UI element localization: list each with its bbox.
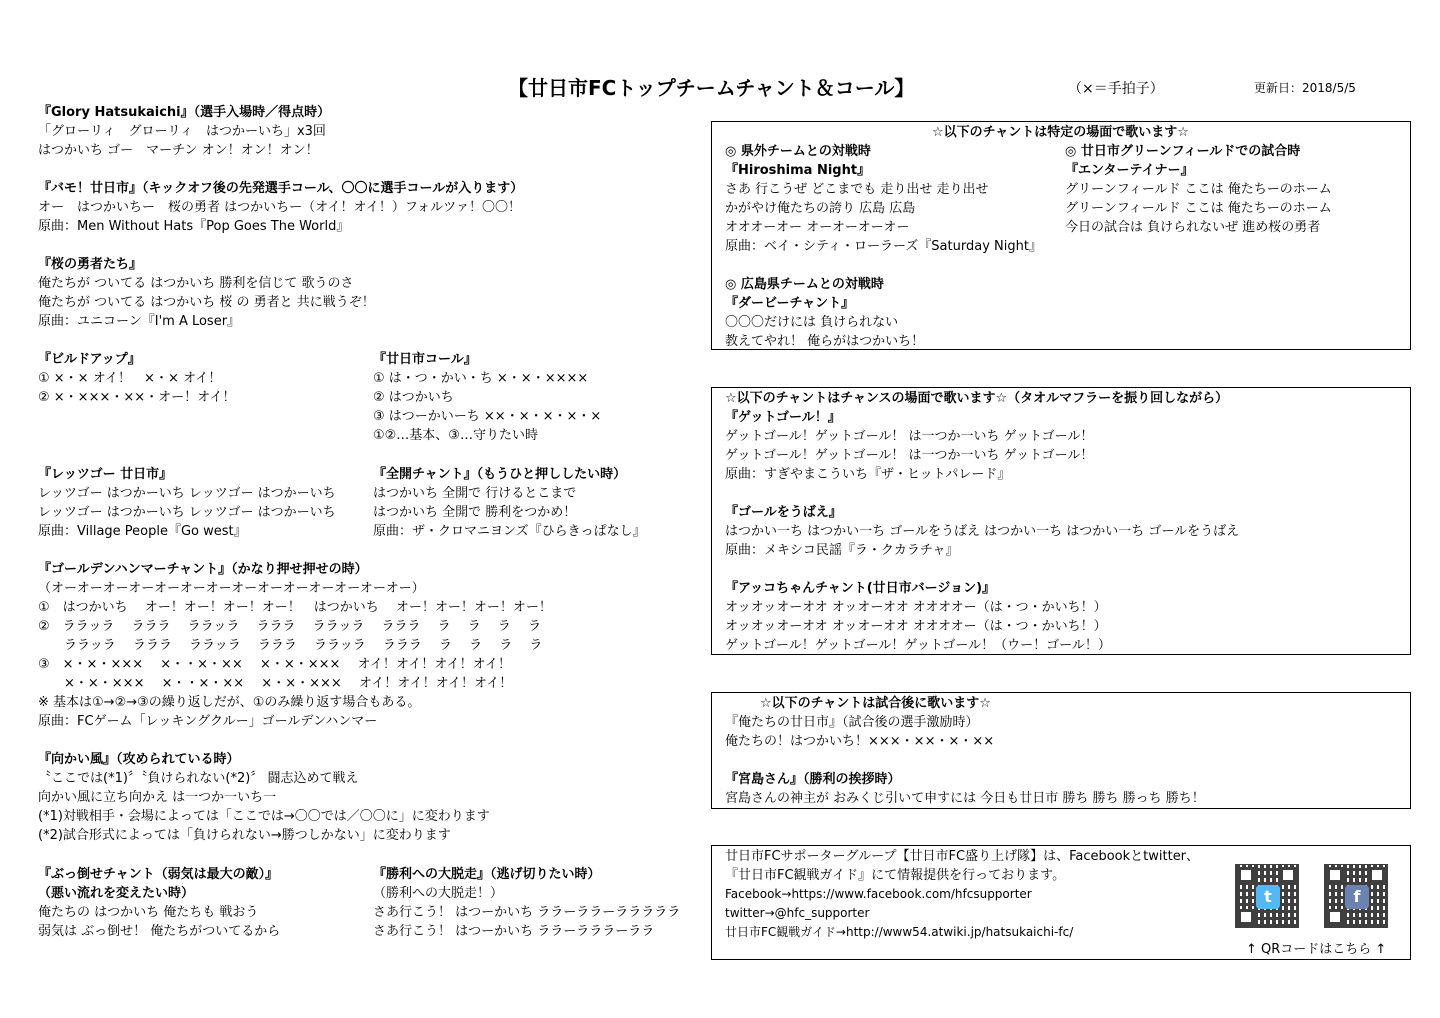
lyric-line: ② はつかいち [373,390,454,405]
chant-subtitle: （勝利への大脱走！） [373,886,504,901]
lyric-line: オッオッオーオオ オッオーオオ オオオオー（は・つ・かいち！） [725,619,1107,634]
box-header: ☆以下のチャントは試合後に歌います☆ [760,696,991,711]
lyric-line: 俺たちが ついてる はつかいち 桜 の 勇者と 共に戦うぞ！ [38,295,375,310]
chant-letsgo [38,465,336,541]
lyric-line: さあ 行こうぜ どこまでも 走り出せ 走り出せ [725,182,989,197]
chant-title: 『向かい風』（攻められている時） [38,752,240,767]
derby-section [725,275,924,351]
chant-golden-hammer [38,560,552,731]
info-line: 廿日市FCサポーターグループ【廿日市FC盛り上げ隊】は、Facebookとtwitter、 [725,849,1200,864]
info-line: 『廿日市FC観戦ガイド』にて情報提供を行っております。 [725,868,1066,883]
page-title: 【廿日市FCトップチームチャント＆コール】 [508,76,915,100]
chant-title: 『エンターテイナー』 [1065,163,1194,178]
lyric-line: 弱気は ぶっ倒せ！ 俺たちがついてるから [38,924,281,939]
facebook-qr-code[interactable] [1324,864,1388,928]
lyric-line: 俺たちが ついてる はつかいち 勝利を信じて 歌うのさ [38,276,354,291]
lyric-line: レッツゴー はつかーいち レッツゴー はつかーいち [38,486,336,501]
chant-title: 『宮島さん』（勝利の挨拶時） [725,772,901,787]
original-song: 原曲：ザ・クロマニヨンズ『ひらきっぱなし』 [373,524,646,539]
lyric-line: ゲットゴール！ゲットゴール！ゲットゴール！（ウー！ゴール！） [725,638,1111,653]
chant-title: 『ゲットゴール！』 [725,410,841,425]
lyric-line: はつかいち ゴー マーチン オン！オン！オン！ [38,143,319,158]
box-header: ☆以下のチャントはチャンスの場面で歌います☆（タオルマフラーを振り回しながら） [725,391,1229,406]
chant-daidassou [373,865,680,941]
lyric-line: はつかいち 全開で 行けるとこまで [373,486,577,501]
chant-glory [38,103,330,160]
twitter-qr-code[interactable] [1235,864,1299,928]
chant-title: 『ゴールデンハンマーチャント』（かなり押せ押せの時） [38,562,368,577]
section-title: ◎ 広島県チームとの対戦時 [725,277,884,292]
chance-scene-box [711,387,1411,655]
chant-buttaose [38,865,280,941]
supporter-info-text [725,847,1199,942]
chant-title: 『全開チャント』（もうひと押ししたい時） [373,467,627,482]
lyric-line: グリーンフィールド ここは 俺たちーのホーム [1065,182,1332,197]
lyric-line: 「グローリィ グローリィ はつかーいち」x3回 [38,124,326,139]
original-song: 原曲：すぎやまこういち『ザ・ヒットパレード』 [725,467,1011,482]
chant-title: 『バモ！廿日市』（キックオフ後の先発選手コール、〇〇に選手コールが入ります） [38,181,524,196]
chant-title: 『勝利への大脱走』（逃げ切りたい時） [373,867,601,882]
chant-mukaikaze [38,750,490,845]
chant-title: 『アッコちゃんチャント(廿日市バージョン)』 [725,581,996,596]
clap-legend: （×＝手拍子） [1068,81,1164,97]
away-match-section [725,142,1042,256]
note-line: ①②…基本、③…守りたい時 [373,428,538,443]
chance-content [725,389,1239,655]
lyric-line: ゲットゴール！ゲットゴール！ は一つか一いち ゲットゴール！ [725,448,1094,463]
lyric-line: ② ×・×××・××・オー！オイ！ [38,390,236,405]
chant-title: 『ゴールをうばえ』 [725,505,842,520]
qr-caption: ↑ QRコードはこちら ↑ [1246,942,1387,957]
lyric-line: 向かい風に立ち向かえ は一つか一いち一 [38,790,277,805]
chant-title: 『レッツゴー 廿日市』 [38,467,173,482]
section-title: ◎ 県外チームとの対戦時 [725,144,871,159]
lyric-line: 俺たちの！はつかいち！×××・××・×・×× [725,734,995,749]
lyric-line: さあ行こう！ はつーかいち ララーララーラララララ [373,905,681,920]
note-line: (*1)対戦相手・会場によっては「ここでは→〇〇では／〇〇に」に変わります [38,809,490,824]
lyric-line: ① はつかいち オー！オー！オー！オー！ はつかいち オー！オー！オー！オー！ [38,600,552,615]
original-song: 原曲：ユニコーン『I'm A Loser』 [38,314,241,329]
lyric-line: かがやけ俺たちの誇り 広島 広島 [725,201,916,216]
original-song: 原曲：Village People『Go west』 [38,524,247,539]
chant-hatsukaichi-call [373,350,601,445]
lyric-line: オッオッオーオオ オッオーオオ オオオオー（は・つ・かいち！） [725,600,1107,615]
lyric-line: （オーオーオーオーオーオーオーオーオーオーオーオーオーオー） [38,581,425,596]
lyric-line: オオオーオー オーオーオーオー [725,220,910,235]
chant-sakura [38,255,375,331]
chant-title: 『ぶっ倒せチャント（弱気は最大の敵）』 [38,867,279,882]
lyric-line: オー はつかいちー 桜の勇者 はつかいちー（オイ！オイ！）フォルツァ！〇〇！ [38,200,522,215]
facebook-icon: f [1345,885,1369,909]
chant-title: 『俺たちの廿日市』（試合後の選手激励時） [725,715,979,730]
note-line: (*2)試合形式によっては「負けられない→勝つしかない」に変わります [38,828,451,843]
original-song: 原曲：FCゲーム「レッキングクルー」ゴールデンハンマー [38,714,378,729]
chant-title: 『桜の勇者たち』 [38,257,143,272]
lyric-line: ゲットゴール！ゲットゴール！ は一つか一いち ゲットゴール！ [725,429,1094,444]
chant-title: 『ビルドアップ』 [38,352,141,367]
lyric-line: さあ行こう！ はつーかいち ララーラララーララ [373,924,655,939]
special-scene-box [711,121,1411,350]
lyric-line: 〝ここでは(*1)〞〝負けられない(*2)〞 闘志込めて戦え [38,771,359,786]
after-match-content [725,694,1205,808]
lyric-line: 俺たちの はつかいち 俺たちも 戦おう [38,905,259,920]
lyric-line: 〇〇〇だけには 負けられない [725,315,899,330]
twitter-icon: t [1256,885,1280,909]
lyric-line: ③ はつーかいーち ××・×・×・×・× [373,409,602,424]
section-title: ◎ 廿日市グリーンフィールドでの試合時 [1065,144,1301,159]
twitter-link[interactable]: twitter→@hfc_supporter [725,906,870,920]
updated-date: 更新日：2018/5/5 [1254,81,1356,95]
original-song: 原曲：メキシコ民謡『ラ・クカラチャ』 [725,543,959,558]
lyric-line: 今日の試合は 負けられないぜ 進め桜の勇者 [1065,220,1321,235]
lyric-line: はつかいち 全開で 勝利をつかめ！ [373,505,577,520]
note-line: ※ 基本は①→②→③の繰り返しだが、①のみ繰り返す場合もある。 [38,695,421,710]
after-match-box [711,692,1411,809]
chant-title: 『廿日市コール』 [373,352,477,367]
lyric-line: ③ ×・×・××× ×・・×・×× ×・×・××× オイ！オイ！オイ！オイ！ [38,657,511,672]
lyric-line: ① ×・× オイ！ ×・× オイ！ [38,371,222,386]
green-field-section [1065,142,1332,237]
original-song: 原曲：ベイ・シティ・ローラーズ『Saturday Night』 [725,239,1042,254]
facebook-link[interactable]: Facebook→https://www.facebook.com/hfcsupporter [725,887,1032,901]
lyric-line: ララッラ ラララ ララッラ ラララ ララッラ ラララ ラ ラ ラ ラ [38,638,543,653]
supporter-info-box [711,845,1411,960]
chant-zenkai [373,465,646,541]
lyric-line: ×・×・××× ×・・×・×× ×・×・××× オイ！オイ！オイ！オイ！ [38,676,513,691]
chant-title: 『Hiroshima Night』 [725,163,871,178]
lyric-line: はつかい一ち はつかい一ち ゴールをうばえ はつかい一ち はつかい一ち ゴールをうばえ [725,524,1240,539]
chant-subtitle: （悪い流れを変えたい時） [38,886,195,901]
lyric-line: ① は・つ・かい・ち ×・×・×××× [373,371,589,386]
box-header: ☆以下のチャントは特定の場面で歌います☆ [932,125,1189,140]
chant-bamo [38,179,523,236]
guide-link[interactable]: 廿日市FC観戦ガイド→http://www54.atwiki.jp/hatsukaichi-fc/ [725,925,1074,939]
lyric-line: グリーンフィールド ここは 俺たちーのホーム [1065,201,1332,216]
lyric-line: ② ララッラ ラララ ララッラ ラララ ララッラ ラララ ラ ラ ラ ラ [38,619,542,634]
chant-title: 『ダービーチャント』 [725,296,855,311]
lyric-line: 教えてやれ！ 俺らがはつかいち！ [725,334,925,349]
lyric-line: 宮島さんの神主が おみくじ引いて申すには 今日も廿日市 勝ち 勝ち 勝っち 勝ち！ [725,791,1205,806]
chant-buildup [38,350,236,407]
chant-title: 『Glory Hatsukaichi』（選手入場時／得点時） [38,105,331,120]
original-song: 原曲：Men Without Hats『Pop Goes The World』 [38,219,350,234]
lyric-line: レッツゴー はつかーいち レッツゴー はつかーいち [38,505,336,520]
